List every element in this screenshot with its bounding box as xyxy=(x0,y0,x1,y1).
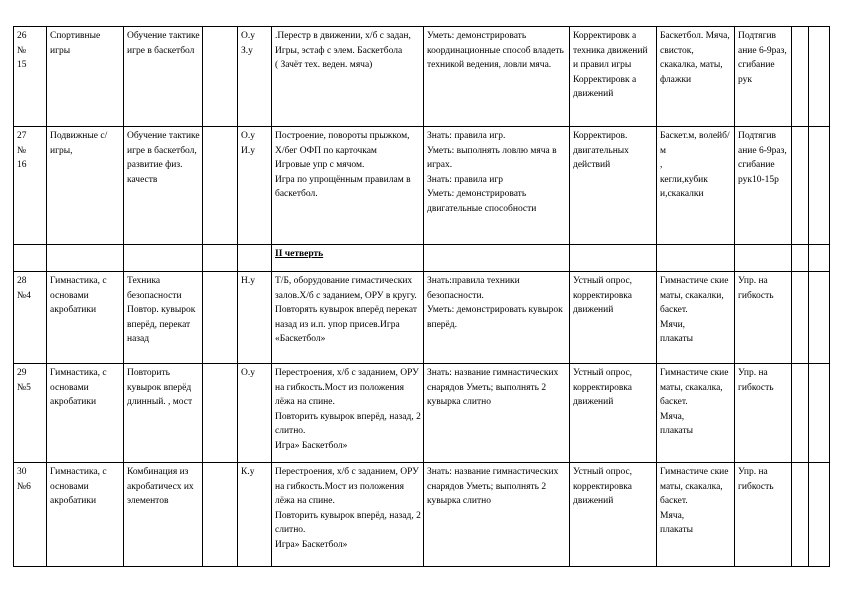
empty-cell xyxy=(238,245,272,272)
table-row xyxy=(14,364,830,463)
control-cell: Устный опрос, корректировка движений xyxy=(570,463,657,567)
lesson-number: 30 №6 xyxy=(14,463,47,567)
topic-cell: Обучение тактике игре в баскетбол, развитие физ. качеств xyxy=(124,127,203,245)
section-cell: Подвижные с/ игры, xyxy=(47,127,124,245)
empty-cell xyxy=(735,245,792,272)
table-row xyxy=(14,127,830,245)
quarter-heading-cell xyxy=(272,245,424,272)
empty-cell xyxy=(792,127,809,245)
lesson-number: 29 №5 xyxy=(14,364,47,463)
homework-cell: Упр. на гибкость xyxy=(735,463,792,567)
table-row xyxy=(14,27,830,127)
section-cell: Гимнастика, с основами акробатики xyxy=(47,272,124,364)
lesson-number: 26 № 15 xyxy=(14,27,47,127)
homework-cell: Подтягив ание 6-9раз, сгибание рук xyxy=(735,27,792,127)
topic-cell: Комбинация из акробатичесх их элементов xyxy=(124,463,203,567)
empty-cell xyxy=(809,364,830,463)
topic-cell: Техника безопасности Повтор. кувырок вперёд, перекат назад xyxy=(124,272,203,364)
topic-cell: Повторить кувырок вперёд длинный. , мост xyxy=(124,364,203,463)
lesson-type-cell: Н.у xyxy=(238,272,272,364)
empty-cell xyxy=(792,463,809,567)
content-cell: Построение, повороты прыжком, Х/бег ОФП по карточкам Игровые упр с мячом. Игра по упрощённым правилам в баскетбол. xyxy=(272,127,424,245)
requirements-cell: Уметь: демонстрировать координационные способ владеть техникой ведения, ловли мяча. xyxy=(424,27,570,127)
section-cell: Гимнастика, с основами акробатики xyxy=(47,364,124,463)
empty-cell xyxy=(203,272,238,364)
lesson-number: 28 №4 xyxy=(14,272,47,364)
equipment-cell: Баскетбол. Мяча, свисток, скакалка, маты, флажки xyxy=(657,27,735,127)
control-cell: Устный опрос, корректировка движений xyxy=(570,364,657,463)
control-cell: Устный опрос, корректировка движений xyxy=(570,272,657,364)
content-cell: Т/Б, оборудование гимастических залов.Х/б с заданием, ОРУ в кругу. Повторять кувырок вперёд перекат назад из и.п. упор присев.Игра «Баскетбол» xyxy=(272,272,424,364)
empty-cell xyxy=(203,245,238,272)
content-cell: Перестроения, х/б с заданием, ОРУ на гибкость.Мост из положения лёжа на спине. Повторить кувырок вперёд, назад, 2 слитно. Игра» Баскетбол» xyxy=(272,463,424,567)
requirements-cell: Знать: название гимнастических снарядов Уметь; выполнять 2 кувырка слитно xyxy=(424,463,570,567)
empty-cell xyxy=(792,27,809,127)
lesson-plan-table xyxy=(13,26,830,567)
topic-cell: Обучение тактике игре в баскетбол xyxy=(124,27,203,127)
equipment-cell: Гимнастиче ские маты, скакалки, баскет. Мячи, плакаты xyxy=(657,272,735,364)
quarter-heading: II четверть xyxy=(275,249,324,259)
empty-cell xyxy=(570,245,657,272)
empty-cell xyxy=(809,272,830,364)
empty-cell xyxy=(809,463,830,567)
equipment-cell: Гимнастиче ские маты, скакалка, баскет. Мяча, плакаты xyxy=(657,463,735,567)
empty-cell xyxy=(124,245,203,272)
empty-cell xyxy=(809,27,830,127)
requirements-cell: Знать: правила игр. Уметь: выполнять ловлю мяча в играх. Знать: правила игр Уметь: демонстрировать двигательные способности xyxy=(424,127,570,245)
empty-cell xyxy=(203,127,238,245)
content-cell: .Перестр в движении, х/б с задан, Игры, эстаф с элем. Баскетбола ( Зачёт тех. веден. мяча) xyxy=(272,27,424,127)
requirements-cell: Знать: название гимнастических снарядов Уметь; выполнять 2 кувырка слитно xyxy=(424,364,570,463)
requirements-cell: Знать:правила техники безопасности. Уметь: демонстрировать кувырок вперёд. xyxy=(424,272,570,364)
empty-cell xyxy=(809,245,830,272)
section-cell: Спортивные игры xyxy=(47,27,124,127)
homework-cell: Упр. на гибкость xyxy=(735,364,792,463)
lesson-type-cell: К.у xyxy=(238,463,272,567)
empty-cell xyxy=(792,364,809,463)
table-row xyxy=(14,463,830,567)
lesson-type-cell: О.у З.у xyxy=(238,27,272,127)
empty-cell xyxy=(809,127,830,245)
lesson-number: 27 № 16 xyxy=(14,127,47,245)
empty-cell xyxy=(424,245,570,272)
empty-cell xyxy=(792,245,809,272)
content-cell: Перестроения, х/б с заданием, ОРУ на гибкость.Мост из положения лёжа на спине. Повторить кувырок вперёд, назад, 2 слитно. Игра» Баскетбол» xyxy=(272,364,424,463)
section-cell: Гимнастика, с основами акробатики xyxy=(47,463,124,567)
control-cell: Корректировк а техника движений и правил игры Корректировк а движений xyxy=(570,27,657,127)
lesson-type-cell: О.у xyxy=(238,364,272,463)
lesson-type-cell: О.у И.у xyxy=(238,127,272,245)
quarter-row xyxy=(14,245,830,272)
empty-cell xyxy=(14,245,47,272)
empty-cell xyxy=(657,245,735,272)
empty-cell xyxy=(203,27,238,127)
table-row xyxy=(14,272,830,364)
empty-cell xyxy=(203,364,238,463)
control-cell: Корректиров. двигательных действий xyxy=(570,127,657,245)
homework-cell: Упр. на гибкость xyxy=(735,272,792,364)
empty-cell xyxy=(47,245,124,272)
empty-cell xyxy=(203,463,238,567)
homework-cell: Подтягив ание 6-9раз, сгибание рук10-15р xyxy=(735,127,792,245)
equipment-cell: Баскет.м, волейб/м , кегли,кубик и,скакалки xyxy=(657,127,735,245)
equipment-cell: Гимнастиче ские маты, скакалка, баскет. Мяча, плакаты xyxy=(657,364,735,463)
empty-cell xyxy=(792,272,809,364)
